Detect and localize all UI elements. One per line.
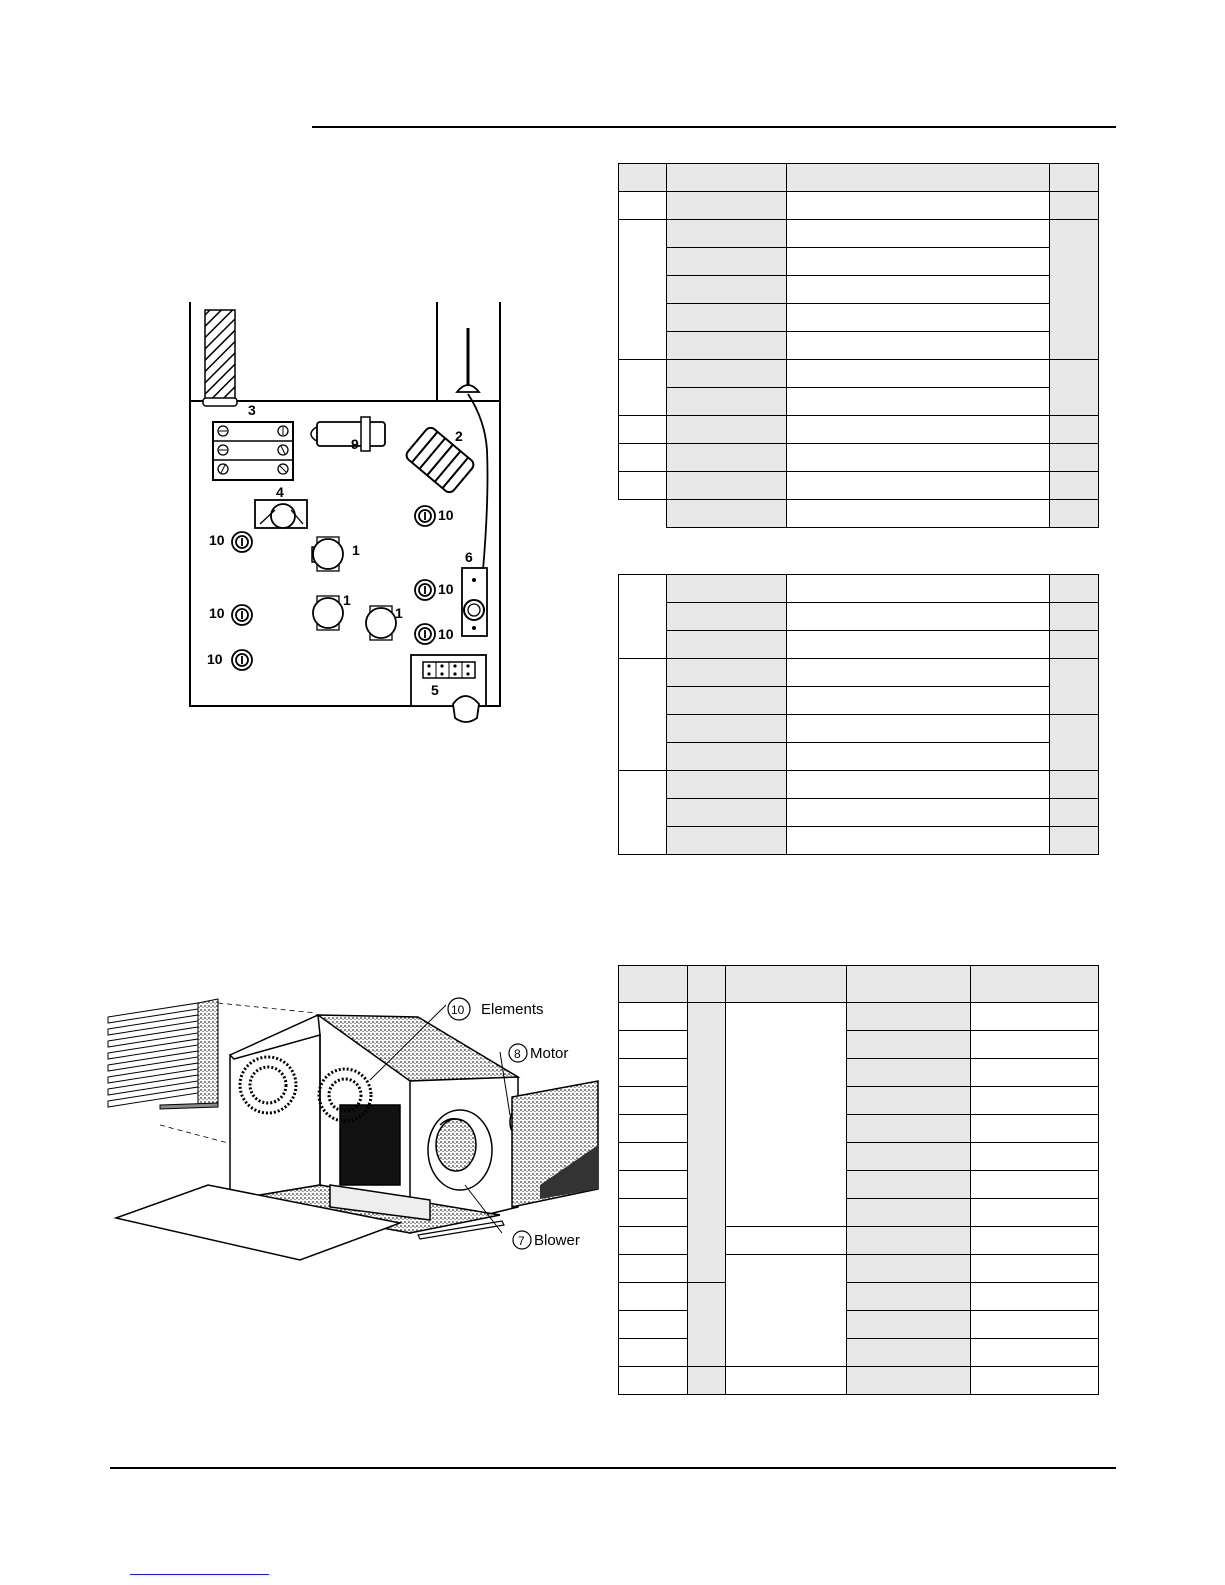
table-row [619, 631, 1099, 659]
table-row [619, 827, 1099, 855]
fuse-holder [311, 417, 385, 451]
callout-1: 1 [352, 542, 360, 558]
table-row [619, 1003, 1099, 1031]
table-row [619, 472, 1099, 500]
relay [255, 500, 307, 528]
callout-9: 9 [351, 436, 359, 452]
table-row [619, 771, 1099, 799]
terminal-block [213, 422, 293, 480]
callout-3: 3 [248, 402, 256, 418]
callout-2: 2 [455, 428, 463, 444]
callout-10: 10 [209, 605, 225, 621]
callout-10: 10 [438, 626, 454, 642]
table-row [619, 192, 1099, 220]
callout-10: 10 [209, 532, 225, 548]
footer-link[interactable] [130, 1574, 269, 1575]
table-row [619, 416, 1099, 444]
table-row [619, 659, 1099, 687]
table-row [619, 276, 1099, 304]
louvered-grille [108, 999, 218, 1109]
callout-10: 10 [438, 581, 454, 597]
parts-table-2 [618, 574, 1099, 855]
table-row [619, 1367, 1099, 1395]
terminal-strip [423, 662, 475, 678]
transformer [404, 425, 476, 494]
callout-6: 6 [465, 549, 473, 565]
callout-4: 4 [276, 484, 284, 500]
exploded-assembly-diagram [100, 985, 600, 1320]
limit-switch [313, 596, 343, 630]
specifications-table [618, 965, 1099, 1395]
callout-5: 5 [431, 682, 439, 698]
table-row [619, 360, 1099, 388]
conduit [205, 310, 235, 401]
table-row [619, 220, 1099, 248]
table-row [619, 388, 1099, 416]
table-row [619, 799, 1099, 827]
table-row [619, 444, 1099, 472]
elements-label: Elements [481, 1001, 544, 1018]
limit-switch [366, 606, 396, 640]
table-row [619, 248, 1099, 276]
table-row [619, 603, 1099, 631]
bottom-rule [110, 1467, 1116, 1469]
limit-switch [312, 537, 343, 571]
callout-1: 1 [343, 592, 351, 608]
motor-label: Motor [530, 1045, 569, 1062]
table-header-row [619, 966, 1099, 1003]
blower-callout-number: 7 [518, 1234, 525, 1248]
callout-10: 10 [207, 651, 223, 667]
callout-1: 1 [395, 605, 403, 621]
switch [462, 568, 487, 636]
table-row [619, 1283, 1099, 1311]
component-panel-diagram [185, 300, 515, 730]
parts-table-1 [618, 163, 1099, 528]
table-row [619, 500, 1099, 528]
table-row [619, 304, 1099, 332]
motor-callout-number: 8 [514, 1047, 521, 1061]
elements-callout-number: 10 [451, 1003, 465, 1017]
table-row [619, 687, 1099, 715]
table-header-row [619, 164, 1099, 192]
callout-10: 10 [438, 507, 454, 523]
table-row [619, 743, 1099, 771]
blower-label: Blower [534, 1232, 580, 1249]
element-terminals [232, 506, 435, 670]
table-row [619, 715, 1099, 743]
table-row [619, 575, 1099, 603]
top-rule [312, 126, 1116, 128]
table-row [619, 332, 1099, 360]
